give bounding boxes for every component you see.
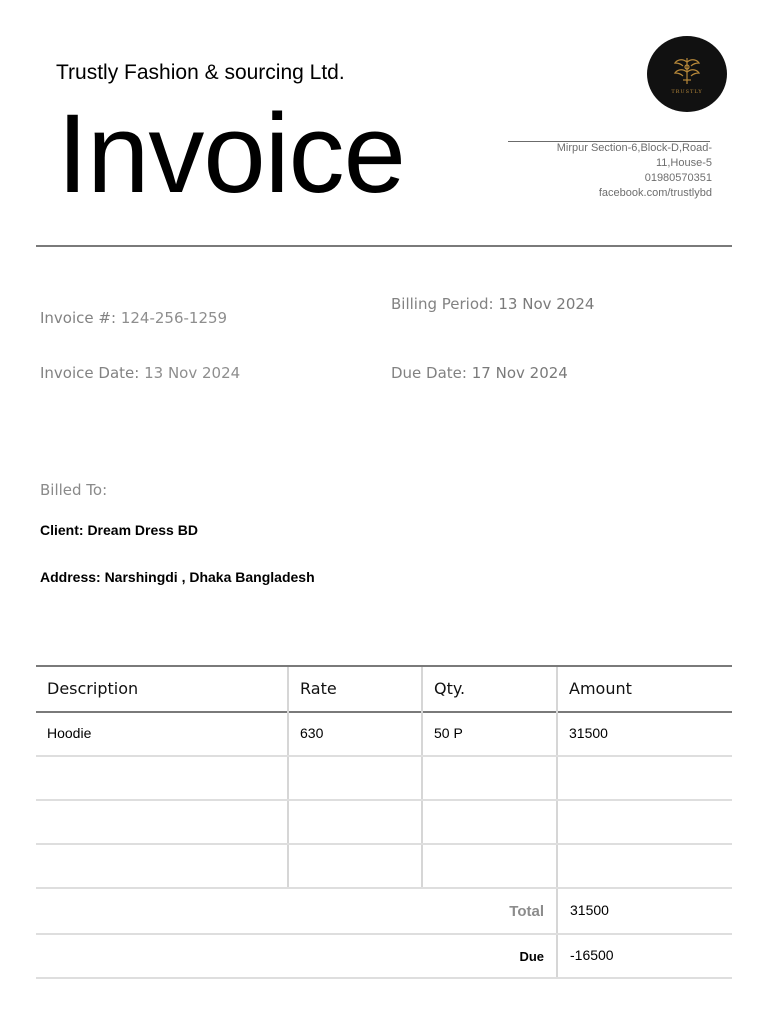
table-row [36,757,732,801]
table-header-row [36,665,732,713]
cell-rate: 630 [289,713,423,755]
header-amount: Amount [569,679,632,698]
invoice-date [40,364,240,382]
billing-period [391,295,594,313]
due-date [391,364,568,382]
billing-period-value: 13 Nov 2024 [498,295,595,313]
header-rate: Rate [289,667,423,713]
cell-description [36,801,289,843]
cell-amount [558,757,732,799]
address-web: facebook.com/trustlybd [598,187,712,199]
client-name: Client: Dream Dress BD [40,522,198,538]
billing-period-label: Billing Period: [391,295,494,313]
due-row [36,935,732,979]
table-row [36,845,732,889]
header-divider [36,245,732,247]
billed-to-label: Billed To: [40,481,108,499]
due-date-value: 17 Nov 2024 [471,364,568,382]
header-qty: Qty. [423,667,558,713]
invoice-date-label: Invoice Date: [40,364,140,382]
company-name: Trustly Fashion & sourcing Ltd. [56,61,345,84]
cell-qty [423,757,558,799]
header-description: Description [36,667,289,713]
due-date-label: Due Date: [391,364,467,382]
address-line-1: Mirpur Section-6,Block-D,Road- [556,142,712,154]
cell-qty: 50 P [423,713,558,755]
table-row [36,801,732,845]
cell-description [36,845,289,887]
logo-wordmark: TRUSTLY [671,88,703,95]
crown-ornament-icon [670,54,704,88]
total-label: Total [36,889,558,933]
cell-qty [423,845,558,887]
due-value: -16500 [570,947,614,963]
line-items-table [36,665,732,979]
cell-description [36,757,289,799]
company-address [520,141,712,201]
address-phone: 01980570351 [644,172,712,184]
cell-qty [423,801,558,843]
total-value: 31500 [570,902,609,918]
invoice-number [40,309,227,327]
company-logo [647,36,727,112]
invoice-date-value: 13 Nov 2024 [144,364,241,382]
due-label: Due [36,935,558,977]
cell-rate [289,757,423,799]
cell-amount [558,801,732,843]
total-row [36,889,732,935]
cell-rate [289,845,423,887]
cell-amount [558,845,732,887]
invoice-number-value: 124-256-1259 [120,309,228,327]
address-line-2: 11,House-5 [655,157,712,169]
cell-amount: 31500 [569,725,608,741]
cell-description: Hoodie [36,713,289,755]
table-row [36,713,732,757]
cell-rate [289,801,423,843]
document-title: Invoice [57,91,405,216]
invoice-number-label: Invoice #: [40,309,117,327]
client-address: Address: Narshingdi , Dhaka Bangladesh [40,569,315,585]
